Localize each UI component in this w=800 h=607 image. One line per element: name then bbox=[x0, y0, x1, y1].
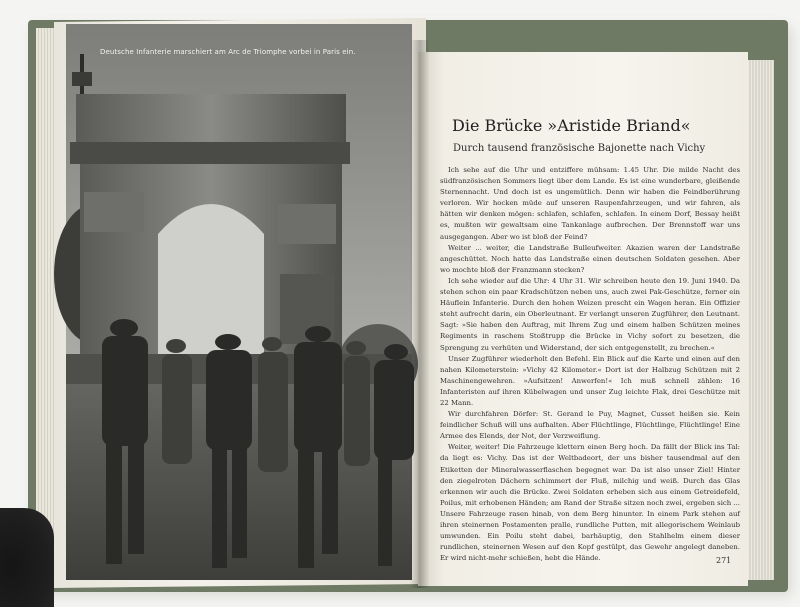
book-gutter bbox=[410, 40, 430, 588]
page-number: 271 bbox=[716, 556, 732, 565]
chapter-title: Die Brücke »Aristide Briand« bbox=[452, 116, 691, 135]
arc-de-triomphe-soldiers-photo bbox=[66, 24, 412, 580]
paragraph: Ich sehe wieder auf die Uhr: 4 Uhr 31. Wir schreiben heute den 19. Juni 1940. Da stehen schon ein paar Kradschützen neben uns, auch zwei Pak-Geschütze, ferner ein Häuflein Infanterie. Durch den hohen Weizen prescht ein Wagen heran. Ein Offizier steht aufrecht darin, ein Oberleutnant. Er verlangt unseren Zugführer, den Leutnant. Sagt: »Sie haben den Auftrag, mit Ihrem Zug und einem halben Schützen meines Regiments in raschem Stoßtrupp die Brücke in Vichy sofort zu besetzen, die Sprengung zu verhüten und Widerstand, der sich entgegenstellt, zu brechen.« bbox=[440, 276, 740, 352]
gloved-hand bbox=[0, 508, 54, 607]
paragraph: Weiter ... weiter, die Landstraße Bulleufweiter. Akazien waren der Landstraße angeschüttet. Noch hatte das Landstraße einen deutschen Soldaten gesehen. Aber wo mochte bloß der Franzmann stecken? bbox=[440, 243, 740, 274]
photo-illustration bbox=[66, 24, 412, 580]
paragraph: Ich sehe auf die Uhr und entziffere mühsam: 1.45 Uhr. Die milde Nacht des südfranzösischen Sommers liegt über dem Lande. Es ist eine wunderbare, gleißende Sternennacht. Und doch ist es ungemütlich. Denn wir haben die Feindberührung verloren. Wir hocken müde auf unseren Raupenfahrzeugen, und wir fahren, als hätten wir denken mögen: schlafen, schlafen, schlafen. In einem Dorf, Bessay heißt es, mußten wir gewaltsam eine Tankanlage aufbrechen. Der Brennstoff war uns ausgegangen. Aber wo ist bloß der Feind? bbox=[440, 166, 740, 241]
paragraph: Unser Zugführer wiederholt den Befehl. Ein Blick auf die Karte und einen auf den nahen Kilometerstein: »Vichy 42 Kilometer.« Dort ist der Halbzug Schützen mit 2 Maschinengewehren. »Aufsitzen! Anwerfen!« Ich muß schnell zählen: 16 Infanteristen auf ihren Kübelwagen und unser Zug leichte Flak, drei Geschütze mit 22 Mann. bbox=[440, 354, 740, 407]
photo-caption: Deutsche Infanterie marschiert am Arc de Triomphe vorbei in Paris ein. bbox=[100, 48, 356, 56]
paragraph: Wir durchfahren Dörfer: St. Gerand le Puy, Magnet, Cusset heißen sie. Kein feindlicher Schuß will uns aufhalten. Aber Flüchtlinge, Flüchtlinge, Flüchtlinge! Eine Armee des Elends, der Not, der Verzweiflung. bbox=[440, 410, 740, 441]
chapter-subtitle: Durch tausend französische Bajonette nach Vichy bbox=[453, 143, 706, 154]
paragraph: Weiter, weiter! Die Fahrzeuge klettern einen Berg hoch. Da fällt der Blick ins Tal: da liegt es: Vichy. Das ist der Weltbadeort, der uns bisher tausendmal auf den Etiketten der Mineralwasserflaschen begegnet war. Da ist also unser Ziel! Hinter den ziegelroten Dächern schimmert der Fluß, milchig und weiß. Durch das Glas erkennen wir auch die Brücke. Zwei Soldaten erheben sich aus einem Getreidefeld, Poilus, mit erhobenen Händen; am Rand der Straße sitzen noch zwei, ergeben sich ... Unsere Fahrzeuge rasen hinab, von dem Berg hinunter. In einem Park stehen auf ihren steinernen Postamenten pralle, rundliche Putten, mit allegorischem Weinlaub umwunden. Ein Poilu steht dabei, barhäuptig, den Stahlhelm einem dieser rundlichen, steinernen Wesen auf den Kopf gestülpt, das Gewehr angelegt daneben. Er wird nicht-mehr schießen, hebt die Hände. bbox=[440, 443, 740, 563]
